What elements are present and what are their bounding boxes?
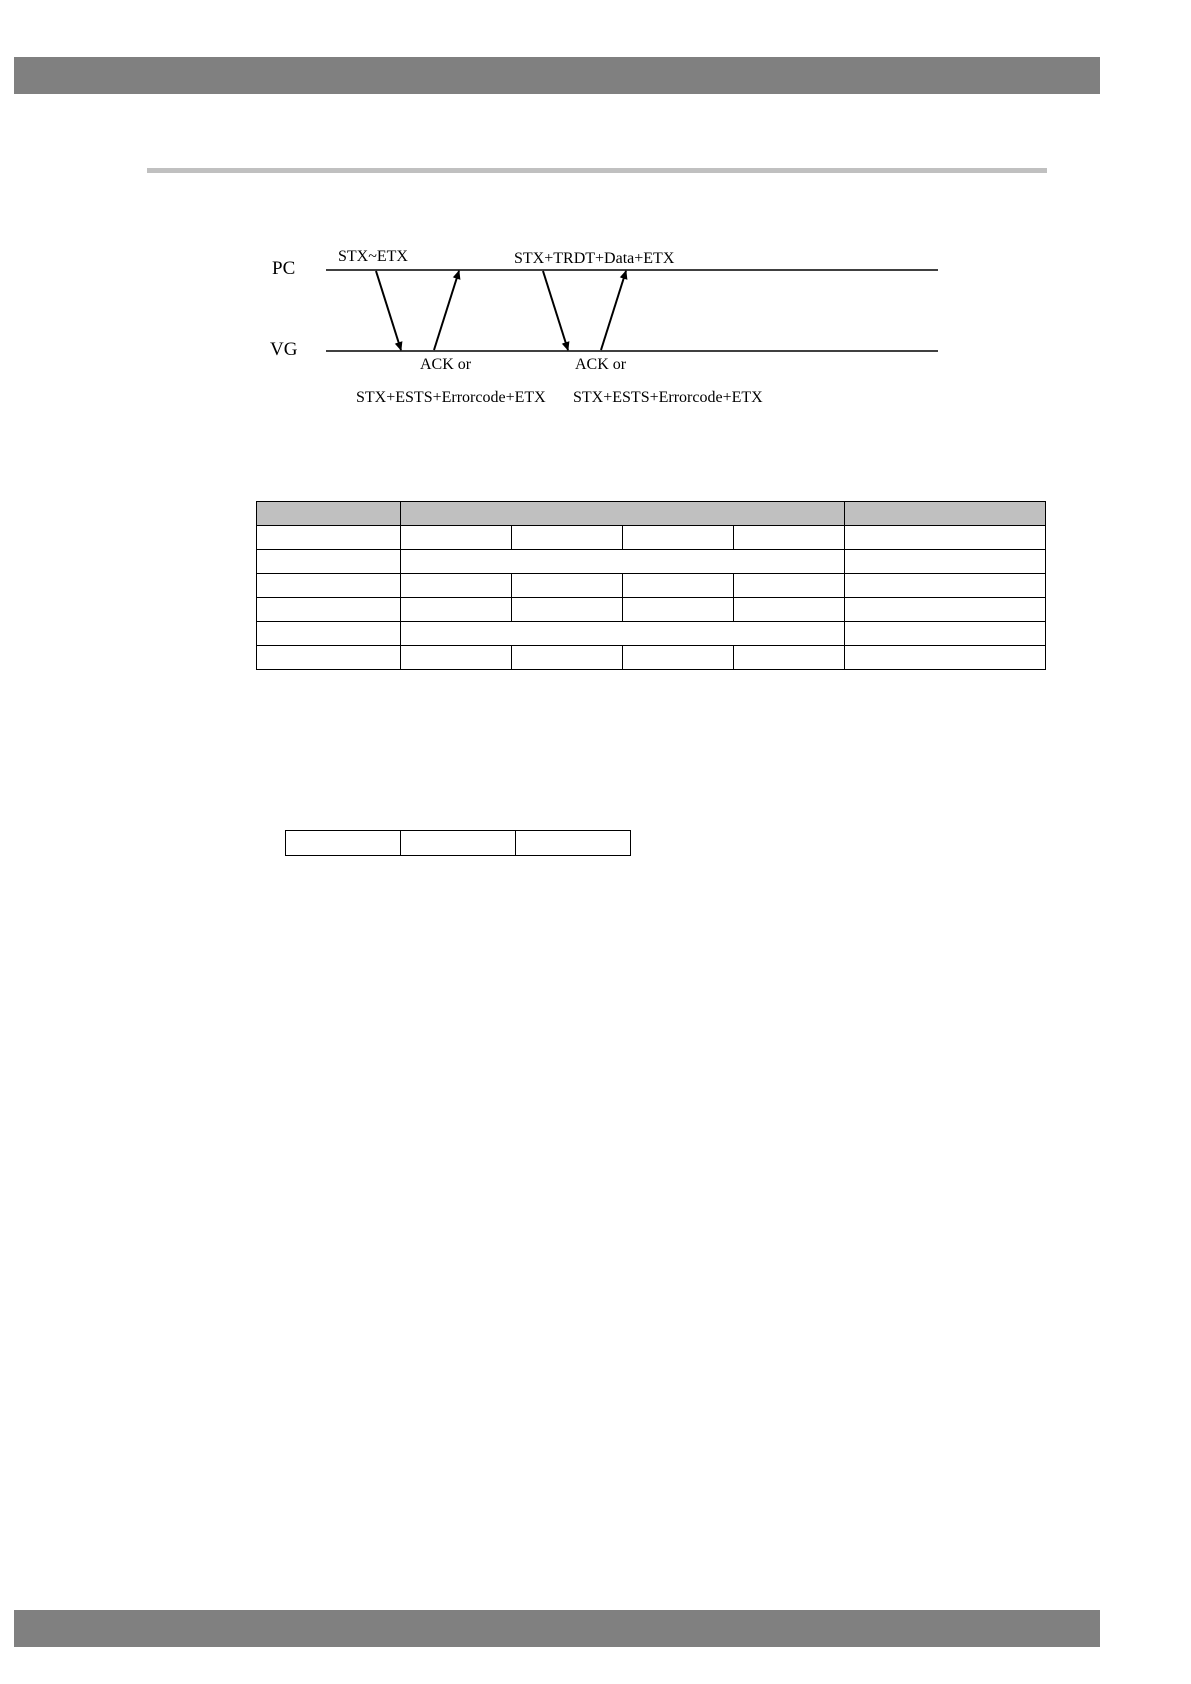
table-cell — [734, 526, 845, 550]
table-cell — [401, 526, 512, 550]
table-cell — [512, 574, 623, 598]
table-cell — [257, 550, 401, 574]
arrow-pc-to-vg-2 — [543, 271, 568, 350]
table-row — [257, 526, 1046, 550]
table-row — [257, 622, 1046, 646]
table-cell — [623, 598, 734, 622]
table-cell — [623, 574, 734, 598]
format-table — [256, 501, 1046, 670]
table-cell — [401, 646, 512, 670]
table-cell — [512, 646, 623, 670]
table-cell — [401, 502, 845, 526]
lane-label-pc: PC — [272, 258, 296, 279]
table-cell — [512, 598, 623, 622]
table-row — [257, 646, 1046, 670]
table-cell — [401, 598, 512, 622]
lane-label-vg: VG — [270, 339, 298, 360]
table-cell — [257, 574, 401, 598]
section-rule — [147, 168, 1047, 173]
table-cell — [734, 574, 845, 598]
message-label-1: STX~ETX — [338, 248, 408, 265]
table-cell — [734, 598, 845, 622]
table-row — [257, 598, 1046, 622]
sequence-diagram — [260, 240, 960, 420]
table-cell — [845, 622, 1046, 646]
table-cell — [845, 550, 1046, 574]
arrow-pc-to-vg-1 — [376, 271, 401, 350]
table-row — [286, 831, 631, 856]
table-cell — [845, 526, 1046, 550]
table-cell — [401, 622, 845, 646]
reply-label-1b: STX+ESTS+Errorcode+ETX — [356, 389, 546, 406]
table-cell — [512, 526, 623, 550]
table-cell — [257, 646, 401, 670]
table-header-row — [257, 502, 1046, 526]
footer-band — [14, 1610, 1100, 1647]
table-cell — [257, 598, 401, 622]
table-cell — [845, 502, 1046, 526]
table-cell — [845, 646, 1046, 670]
arrow-vg-to-pc-2 — [601, 271, 626, 350]
table-cell — [623, 526, 734, 550]
reply-label-2b: STX+ESTS+Errorcode+ETX — [573, 389, 763, 406]
table-cell — [623, 646, 734, 670]
table-cell — [401, 550, 845, 574]
table-cell — [257, 526, 401, 550]
table-row — [257, 550, 1046, 574]
message-label-2: STX+TRDT+Data+ETX — [514, 250, 675, 267]
table-cell — [845, 574, 1046, 598]
table-cell — [845, 598, 1046, 622]
table-cell — [401, 574, 512, 598]
table-cell — [516, 831, 631, 856]
reply-label-2a: ACK or — [575, 356, 627, 373]
small-table — [285, 830, 631, 856]
table-cell — [257, 502, 401, 526]
table-row — [257, 574, 1046, 598]
header-band — [14, 57, 1100, 94]
reply-label-1a: ACK or — [420, 356, 472, 373]
table-cell — [401, 831, 516, 856]
arrow-vg-to-pc-1 — [434, 271, 459, 350]
table-cell — [734, 646, 845, 670]
table-cell — [257, 622, 401, 646]
table-cell — [286, 831, 401, 856]
